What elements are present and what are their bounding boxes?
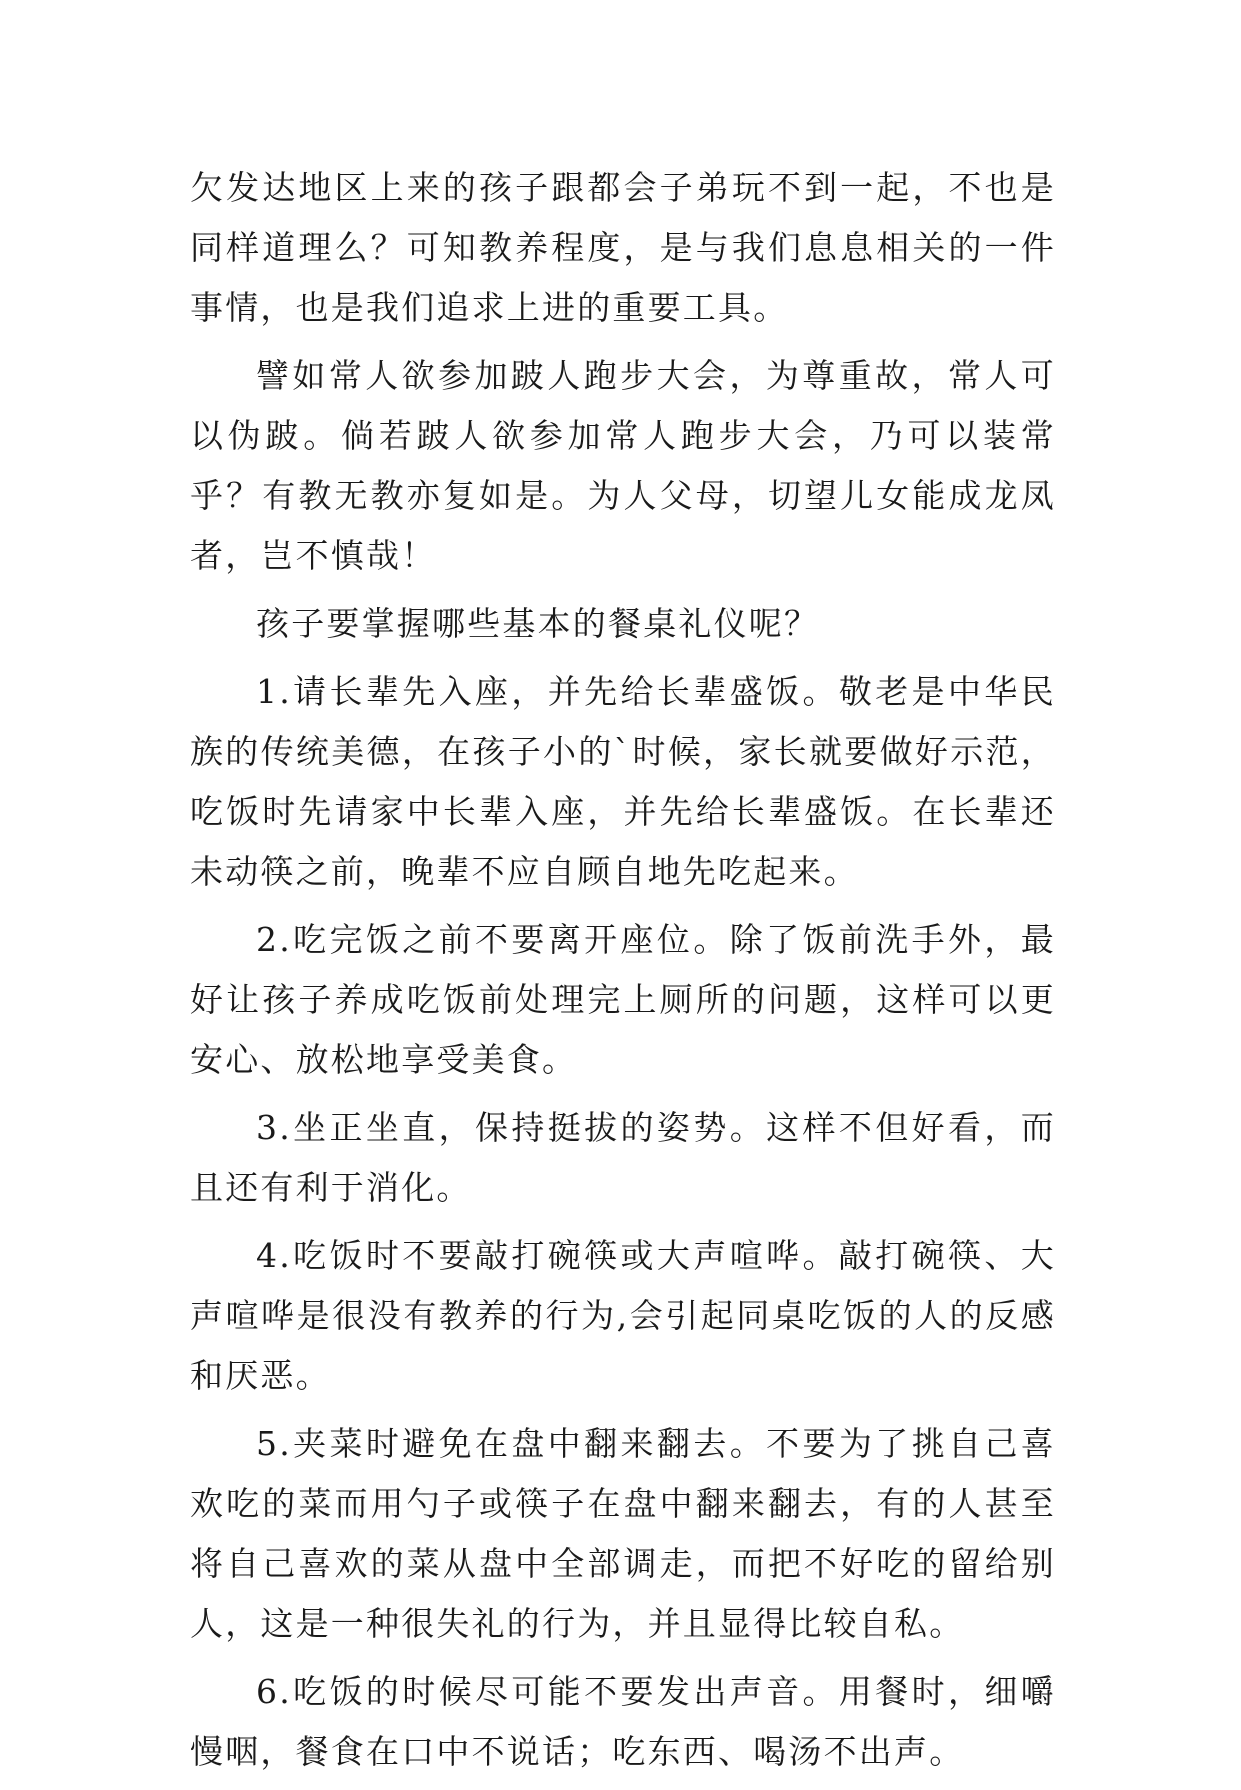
paragraph-rule-5: 5.夹菜时避免在盘中翻来翻去。不要为了挑自己喜欢吃的菜而用勺子或筷子在盘中翻来翻去，有的人甚至将自己喜欢的菜从盘中全部调走，而把不好吃的留给别人，这是一种很失礼的行为，并且显得比较自私。 (190, 1424, 1056, 1643)
body-text (190, 158, 1056, 1790)
paragraph-question: 孩子要掌握哪些基本的餐桌礼仪呢？ (256, 604, 820, 643)
paragraph-rule-4: 4.吃饭时不要敲打碗筷或大声喧哗。敲打碗筷、大声喧哗是很没有教养的行为,会引起同桌吃饭的人的反感和厌恶。 (190, 1236, 1056, 1395)
paragraph-rule-3: 3.坐正坐直，保持挺拔的姿势。这样不但好看，而且还有利于消化。 (190, 1108, 1056, 1207)
paragraph-intro-continued: 欠发达地区上来的孩子跟都会子弟玩不到一起，不也是同样道理么？可知教养程度，是与我们息息相关的一件事情，也是我们追求上进的重要工具。 (190, 168, 1056, 327)
paragraph-analogy: 譬如常人欲参加跛人跑步大会，为尊重故，常人可以伪跛。倘若跛人欲参加常人跑步大会，乃可以装常乎？有教无教亦复如是。为人父母，切望儿女能成龙凤者，岂不慎哉！ (190, 356, 1056, 575)
paragraph-rule-1: 1.请长辈先入座，并先给长辈盛饭。敬老是中华民族的传统美德，在孩子小的`时候，家长就要做好示范，吃饭时先请家中长辈入座，并先给长辈盛饭。在长辈还未动筷之前，晚辈不应自顾自地先吃起来。 (190, 672, 1056, 891)
paragraph-rule-2: 2.吃完饭之前不要离开座位。除了饭前洗手外，最好让孩子养成吃饭前处理完上厕所的问题，这样可以更安心、放松地享受美食。 (190, 920, 1056, 1079)
paragraph-rule-6: 6.吃饭的时候尽可能不要发出声音。用餐时，细嚼慢咽，餐食在口中不说话；吃东西、喝汤不出声。 (190, 1672, 1056, 1771)
